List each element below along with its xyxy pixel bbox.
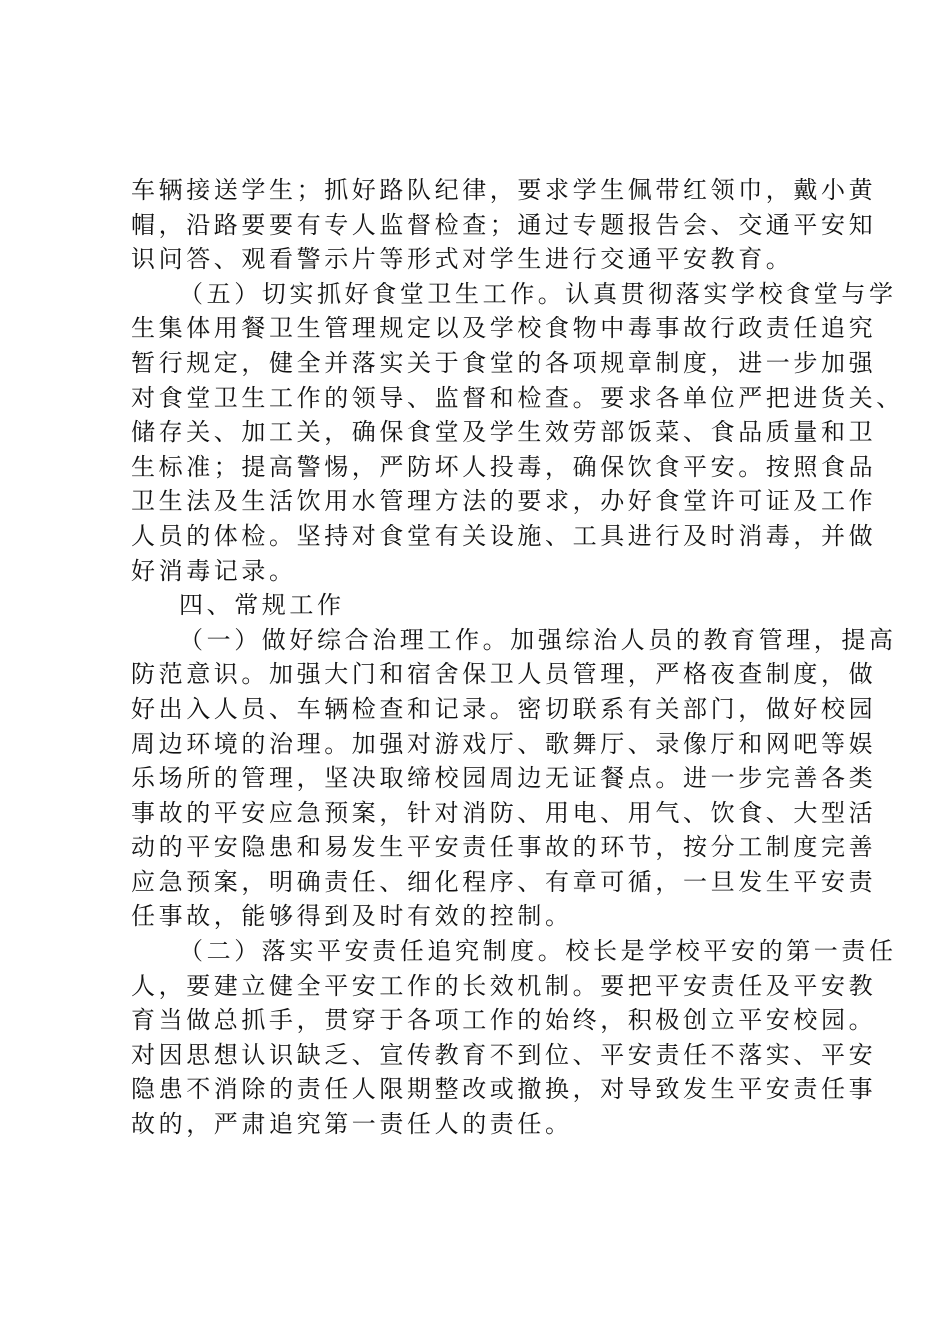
- text-line: 事故的平安应急预案，针对消防、用电、用气、饮食、大型活: [131, 798, 877, 827]
- text-line: 人员的体检。坚持对食堂有关设施、工具进行及时消毒，并做: [131, 521, 877, 550]
- text-line: 任事故，能够得到及时有效的控制。: [131, 902, 573, 931]
- text-line: 动的平安隐患和易发生平安责任事故的环节，按分工制度完善: [131, 833, 877, 862]
- text-line: 生标准；提高警惕，严防坏人投毒，确保饮食平安。按照食品: [131, 452, 877, 481]
- text-line: 对食堂卫生工作的领导、监督和检查。要求各单位严把进货关、: [131, 383, 904, 412]
- text-line: 对因思想认识缺乏、宣传教育不到位、平安责任不落实、平安: [131, 1040, 877, 1069]
- document-body: [131, 173, 904, 1142]
- text-line: 人，要建立健全平安工作的长效机制。要把平安责任及平安教: [131, 971, 877, 1000]
- text-line: 帽，沿路要要有专人监督检查；通过专题报告会、交通平安知: [131, 210, 877, 239]
- text-line: 好出入人员、车辆检查和记录。密切联系有关部门，做好校园: [131, 694, 877, 723]
- text-line: 应急预案，明确责任、细化程序、有章可循，一旦发生平安责: [131, 867, 877, 896]
- text-line: 车辆接送学生；抓好路队纪律，要求学生佩带红领巾，戴小黄: [131, 176, 877, 204]
- text-line: 防范意识。加强大门和宿舍保卫人员管理，严格夜查制度，做: [131, 660, 877, 689]
- section-four-heading: 四、常规工作: [179, 591, 345, 620]
- text-line: 卫生法及生活饮用水管理方法的要求，办好食堂许可证及工作: [131, 487, 877, 516]
- text-line: 储存关、加工关，确保食堂及学生效劳部饭菜、食品质量和卫: [131, 418, 877, 447]
- text-line: 识问答、观看警示片等形式对学生进行交通平安教育。: [131, 245, 794, 274]
- paragraph-five-heading-line: （五）切实抓好食堂卫生工作。认真贯彻落实学校食堂与学: [179, 279, 897, 308]
- text-line: 隐患不消除的责任人限期整改或撤换，对导致发生平安责任事: [131, 1075, 877, 1104]
- text-line: 周边环境的治理。加强对游戏厅、歌舞厅、录像厅和网吧等娱: [131, 729, 877, 758]
- text-line: 好消毒记录。: [131, 556, 297, 585]
- text-line: 暂行规定，健全并落实关于食堂的各项规章制度，进一步加强: [131, 348, 877, 377]
- paragraph-two-heading-line: （二）落实平安责任追究制度。校长是学校平安的第一责任: [179, 937, 897, 966]
- text-line: 乐场所的管理，坚决取缔校园周边无证餐点。进一步完善各类: [131, 764, 877, 793]
- text-line: 育当做总抓手，贯穿于各项工作的始终，积极创立平安校园。: [131, 1006, 877, 1035]
- text-line: 故的，严肃追究第一责任人的责任。: [131, 1110, 573, 1139]
- paragraph-one-heading-line: （一）做好综合治理工作。加强综治人员的教育管理，提高: [179, 625, 897, 654]
- text-line: 生集体用餐卫生管理规定以及学校食物中毒事故行政责任追究: [131, 314, 877, 343]
